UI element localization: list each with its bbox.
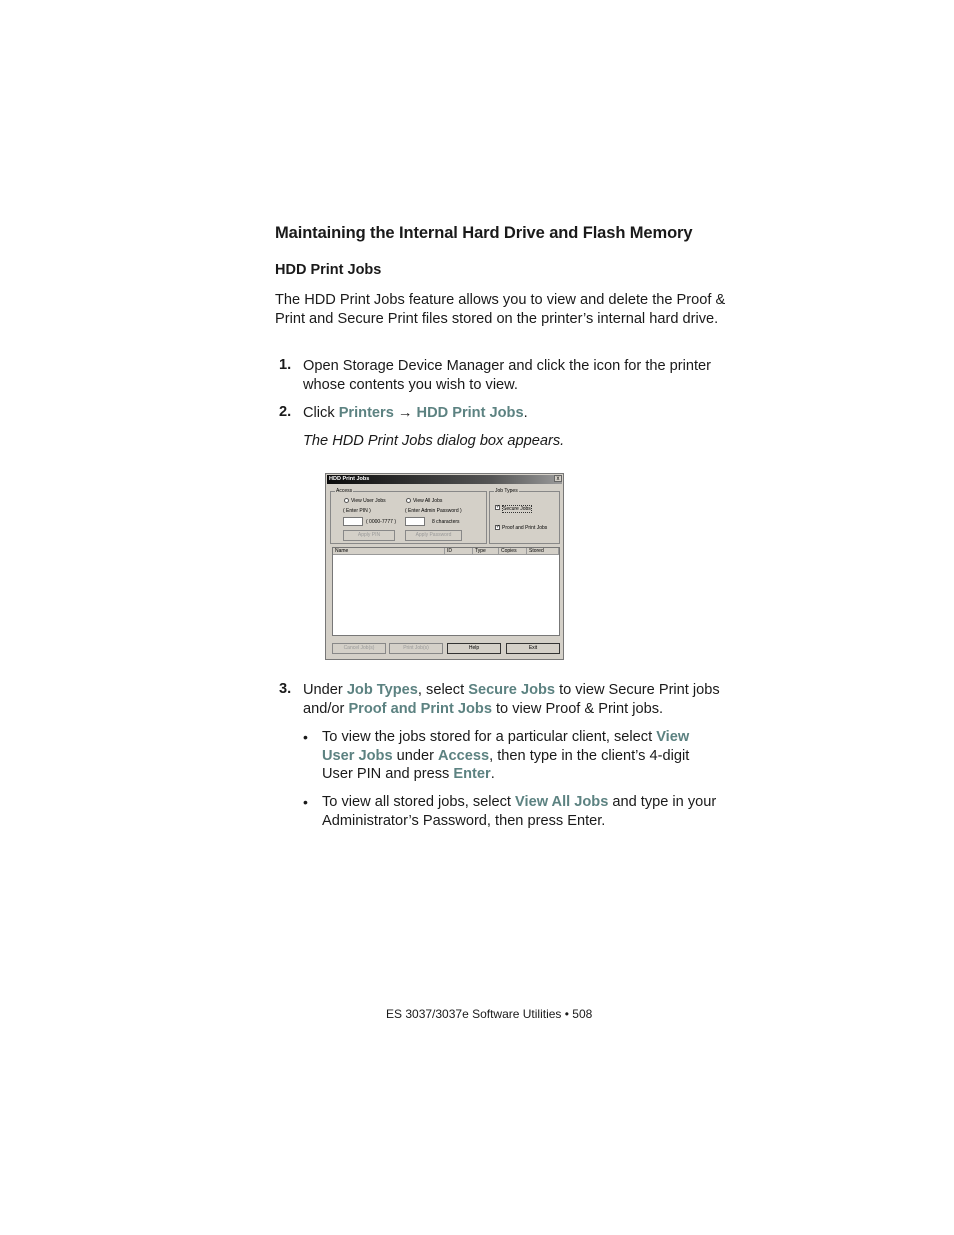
step-2-pre: Click <box>303 405 339 421</box>
proof-print-jobs-label: Proof and Print Jobs <box>502 525 548 531</box>
column-header-name[interactable]: Name <box>333 548 445 555</box>
column-header-type[interactable]: Type <box>473 548 499 555</box>
bullet-1-text <box>322 728 722 784</box>
arrow: → <box>393 405 417 421</box>
step-3-number: 3. <box>279 681 292 697</box>
bullet-1-d: . <box>490 766 495 783</box>
view-all-jobs-radio[interactable] <box>406 498 411 503</box>
access-group-label: Access <box>336 488 353 494</box>
close-icon[interactable]: x <box>554 475 562 482</box>
step-2-text <box>303 404 733 423</box>
bullet-2-text <box>322 793 722 830</box>
access-keyword: Access <box>438 747 490 764</box>
bullet-1-c: , then type in the client’s 4-digit User PIN and press <box>322 747 690 783</box>
jobs-list[interactable] <box>332 547 560 636</box>
admin-password-input[interactable] <box>405 517 425 526</box>
step-1-text: Open Storage Device Manager and click the icon for the printer whose contents you wish to view. <box>303 358 712 393</box>
job-types-keyword: Job Types <box>346 682 418 698</box>
view-user-jobs-radio[interactable] <box>344 498 349 503</box>
page-heading: Maintaining the Internal Hard Drive and Flash Memory <box>275 224 693 242</box>
enter-pin-label: ( Enter PIN ) <box>343 508 371 514</box>
step-1-number: 1. <box>279 357 292 373</box>
job-types-group-label: Job Types <box>495 488 518 494</box>
bullet-2-mark: • <box>303 794 308 810</box>
view-all-jobs-label: View All Jobs <box>413 498 443 504</box>
cancel-jobs-button[interactable]: Cancel Job(s) <box>332 643 386 654</box>
chars-label: 8 characters <box>432 519 460 525</box>
column-header-stored[interactable]: Stored <box>527 548 559 555</box>
access-group <box>330 488 487 544</box>
pin-range-label: ( 0000-7777 ) <box>366 519 397 525</box>
printers-keyword: Printers <box>338 405 394 421</box>
apply-password-button[interactable]: Apply Password <box>405 530 462 541</box>
step-3-b: , select <box>417 682 469 698</box>
enter-admin-label: ( Enter Admin Password ) <box>405 508 462 514</box>
exit-button[interactable]: Exit <box>506 643 560 654</box>
hdd-print-jobs-dialog <box>325 473 564 660</box>
page-footer: ES 3037/3037e Software Utilities • 508 <box>386 1007 593 1021</box>
step-2-number: 2. <box>279 404 292 420</box>
column-header-id[interactable]: ID <box>445 548 473 555</box>
section-heading: HDD Print Jobs <box>275 262 382 278</box>
bullet-1-b: under <box>392 747 439 764</box>
help-button[interactable]: Help <box>447 643 501 654</box>
pin-input[interactable] <box>343 517 363 526</box>
dialog-title-bar: HDD Print Jobs <box>327 475 562 484</box>
apply-pin-button[interactable]: Apply PIN <box>343 530 395 541</box>
secure-jobs-keyword: Secure Jobs <box>468 682 556 698</box>
print-jobs-button[interactable]: Print Job(s) <box>389 643 443 654</box>
view-all-jobs-keyword: View All Jobs <box>515 794 609 810</box>
proof-print-jobs-checkbox[interactable]: ✓ <box>496 524 501 530</box>
view-user-jobs-label: View User Jobs <box>351 498 386 504</box>
proof-print-jobs-keyword: Proof and Print Jobs <box>348 700 492 717</box>
column-header-copies[interactable]: Copies <box>499 548 527 555</box>
job-types-group <box>489 488 560 544</box>
secure-jobs-checkbox[interactable]: ✓ <box>496 504 501 510</box>
step-2-post: . <box>523 405 528 421</box>
bullet-2-b: and type in your Administrator’s Password, then press Enter. <box>322 794 717 829</box>
step-3-d: to view Proof & Print jobs. <box>491 700 664 717</box>
enter-keyword: Enter <box>453 766 491 783</box>
intro-paragraph: The HDD Print Jobs feature allows you to view and delete the Proof & Print and Secure Print files stored on the printer’s internal hard drive. <box>275 292 726 327</box>
bullet-2-a: To view all stored jobs, select <box>322 794 516 810</box>
step-3-text <box>303 681 733 718</box>
step-3-a: Under <box>303 682 347 698</box>
hdd-print-jobs-keyword: HDD Print Jobs <box>416 405 524 421</box>
step-3-c: to view Secure Print jobs and/or <box>303 682 720 717</box>
step-2-result: The HDD Print Jobs dialog box appears. <box>303 433 565 449</box>
view-user-jobs-keyword: View User Jobs <box>322 729 690 764</box>
bullet-1-a: To view the jobs stored for a particular client, select <box>322 729 657 745</box>
secure-jobs-label: Secure Jobs <box>503 506 531 512</box>
bullet-1-mark: • <box>303 729 308 745</box>
